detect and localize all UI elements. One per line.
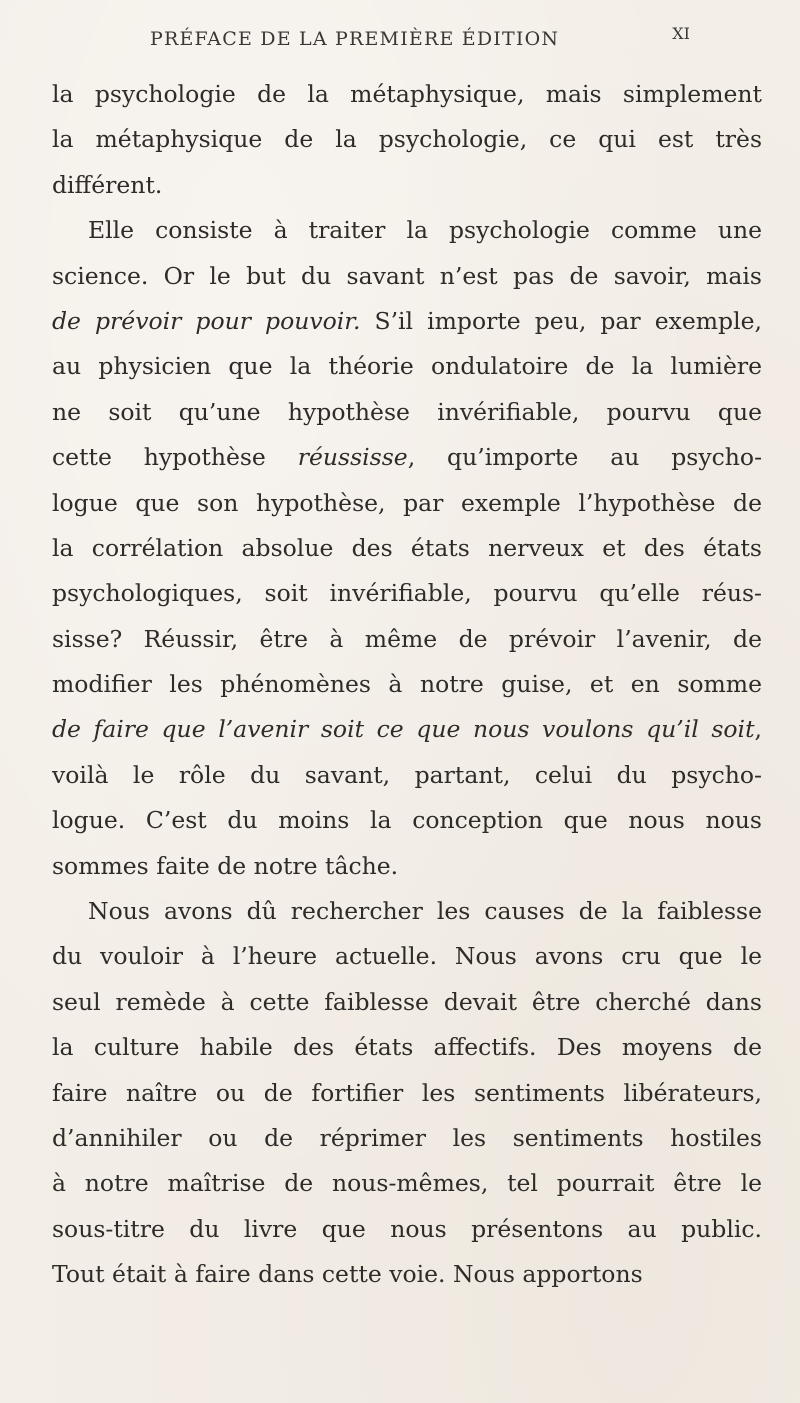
text-segment: Nous avons dû rechercher les causes de la faiblesse bbox=[88, 897, 762, 926]
text-segment: du vouloir à l’heure actuelle. Nous avons cru que le bbox=[52, 942, 762, 971]
text-line bbox=[52, 117, 762, 162]
italic-text-segment: de faire que l’avenir soit ce que nous voulons qu’il soit bbox=[52, 715, 755, 744]
text-line bbox=[52, 435, 762, 480]
text-line bbox=[52, 753, 762, 798]
text-segment: faire naître ou de fortifier les sentiments libérateurs, bbox=[52, 1078, 762, 1107]
page-number: XI bbox=[672, 24, 690, 43]
text-line bbox=[52, 254, 762, 299]
text-line bbox=[52, 1161, 762, 1206]
text-line bbox=[52, 481, 762, 526]
text-line bbox=[52, 1025, 762, 1070]
italic-text-segment: de prévoir pour pouvoir. bbox=[52, 306, 361, 335]
text-segment: modifier les phénomènes à notre guise, et en somme bbox=[52, 670, 762, 699]
text-line bbox=[52, 571, 762, 616]
text-segment: logue que son hypothèse, par exemple l’hypothèse de bbox=[52, 488, 762, 517]
text-segment: sommes faite de notre tâche. bbox=[52, 851, 399, 880]
text-line bbox=[52, 1207, 762, 1252]
text-line bbox=[52, 889, 762, 934]
text-segment: ne soit qu’une hypothèse invérifiable, pourvu que bbox=[52, 397, 762, 426]
text-line bbox=[52, 1252, 762, 1297]
text-line bbox=[52, 72, 762, 117]
text-segment: sous-titre du livre que nous présentons au public. bbox=[52, 1214, 762, 1243]
text-line bbox=[52, 798, 762, 843]
text-line bbox=[52, 208, 762, 253]
text-segment: seul remède à cette faiblesse devait être cherché dans bbox=[52, 987, 762, 1016]
page-header bbox=[150, 22, 690, 62]
text-segment: la culture habile des états affectifs. Des moyens de bbox=[52, 1033, 762, 1062]
text-segment: science. Or le but du savant n’est pas de savoir, mais bbox=[52, 261, 762, 290]
text-line bbox=[52, 707, 762, 752]
text-segment: S’il importe peu, par exemple, bbox=[360, 306, 762, 335]
text-line bbox=[52, 344, 762, 389]
text-line bbox=[52, 1116, 762, 1161]
text-line bbox=[52, 526, 762, 571]
text-segment: différent. bbox=[52, 170, 163, 199]
text-segment: logue. C’est du moins la conception que nous nous bbox=[52, 806, 762, 835]
text-line bbox=[52, 980, 762, 1025]
text-segment: Elle consiste à traiter la psychologie comme une bbox=[88, 216, 762, 245]
body-text bbox=[52, 72, 762, 1298]
text-line bbox=[52, 934, 762, 979]
text-line bbox=[52, 390, 762, 435]
text-segment: au physicien que la théorie ondulatoire de la lumière bbox=[52, 352, 762, 381]
text-segment: , bbox=[754, 715, 762, 744]
text-line bbox=[52, 617, 762, 662]
text-segment: voilà le rôle du savant, partant, celui du psycho- bbox=[52, 760, 762, 789]
text-segment: à notre maîtrise de nous-mêmes, tel pourrait être le bbox=[52, 1169, 762, 1198]
italic-text-segment: réussisse bbox=[297, 443, 408, 472]
text-segment: d’annihiler ou de réprimer les sentiments hostiles bbox=[52, 1123, 762, 1152]
text-segment: la corrélation absolue des états nerveux et des états bbox=[52, 533, 762, 562]
text-line bbox=[52, 163, 762, 208]
running-title: PRÉFACE DE LA PREMIÈRE ÉDITION bbox=[150, 28, 560, 50]
text-segment: cette hypothèse bbox=[52, 443, 298, 472]
text-line bbox=[52, 662, 762, 707]
text-line bbox=[52, 1071, 762, 1116]
text-segment: , qu’importe au psycho- bbox=[407, 443, 763, 472]
text-segment: sisse? Réussir, être à même de prévoir l’avenir, de bbox=[52, 624, 762, 653]
text-line bbox=[52, 844, 762, 889]
text-segment: Tout était à faire dans cette voie. Nous apportons bbox=[52, 1260, 643, 1289]
text-segment: psychologiques, soit invérifiable, pourvu qu’elle réus- bbox=[52, 579, 762, 608]
text-segment: la métaphysique de la psychologie, ce qui est très bbox=[52, 125, 762, 154]
text-line bbox=[52, 299, 762, 344]
text-segment: la psychologie de la métaphysique, mais simplement bbox=[52, 80, 762, 108]
